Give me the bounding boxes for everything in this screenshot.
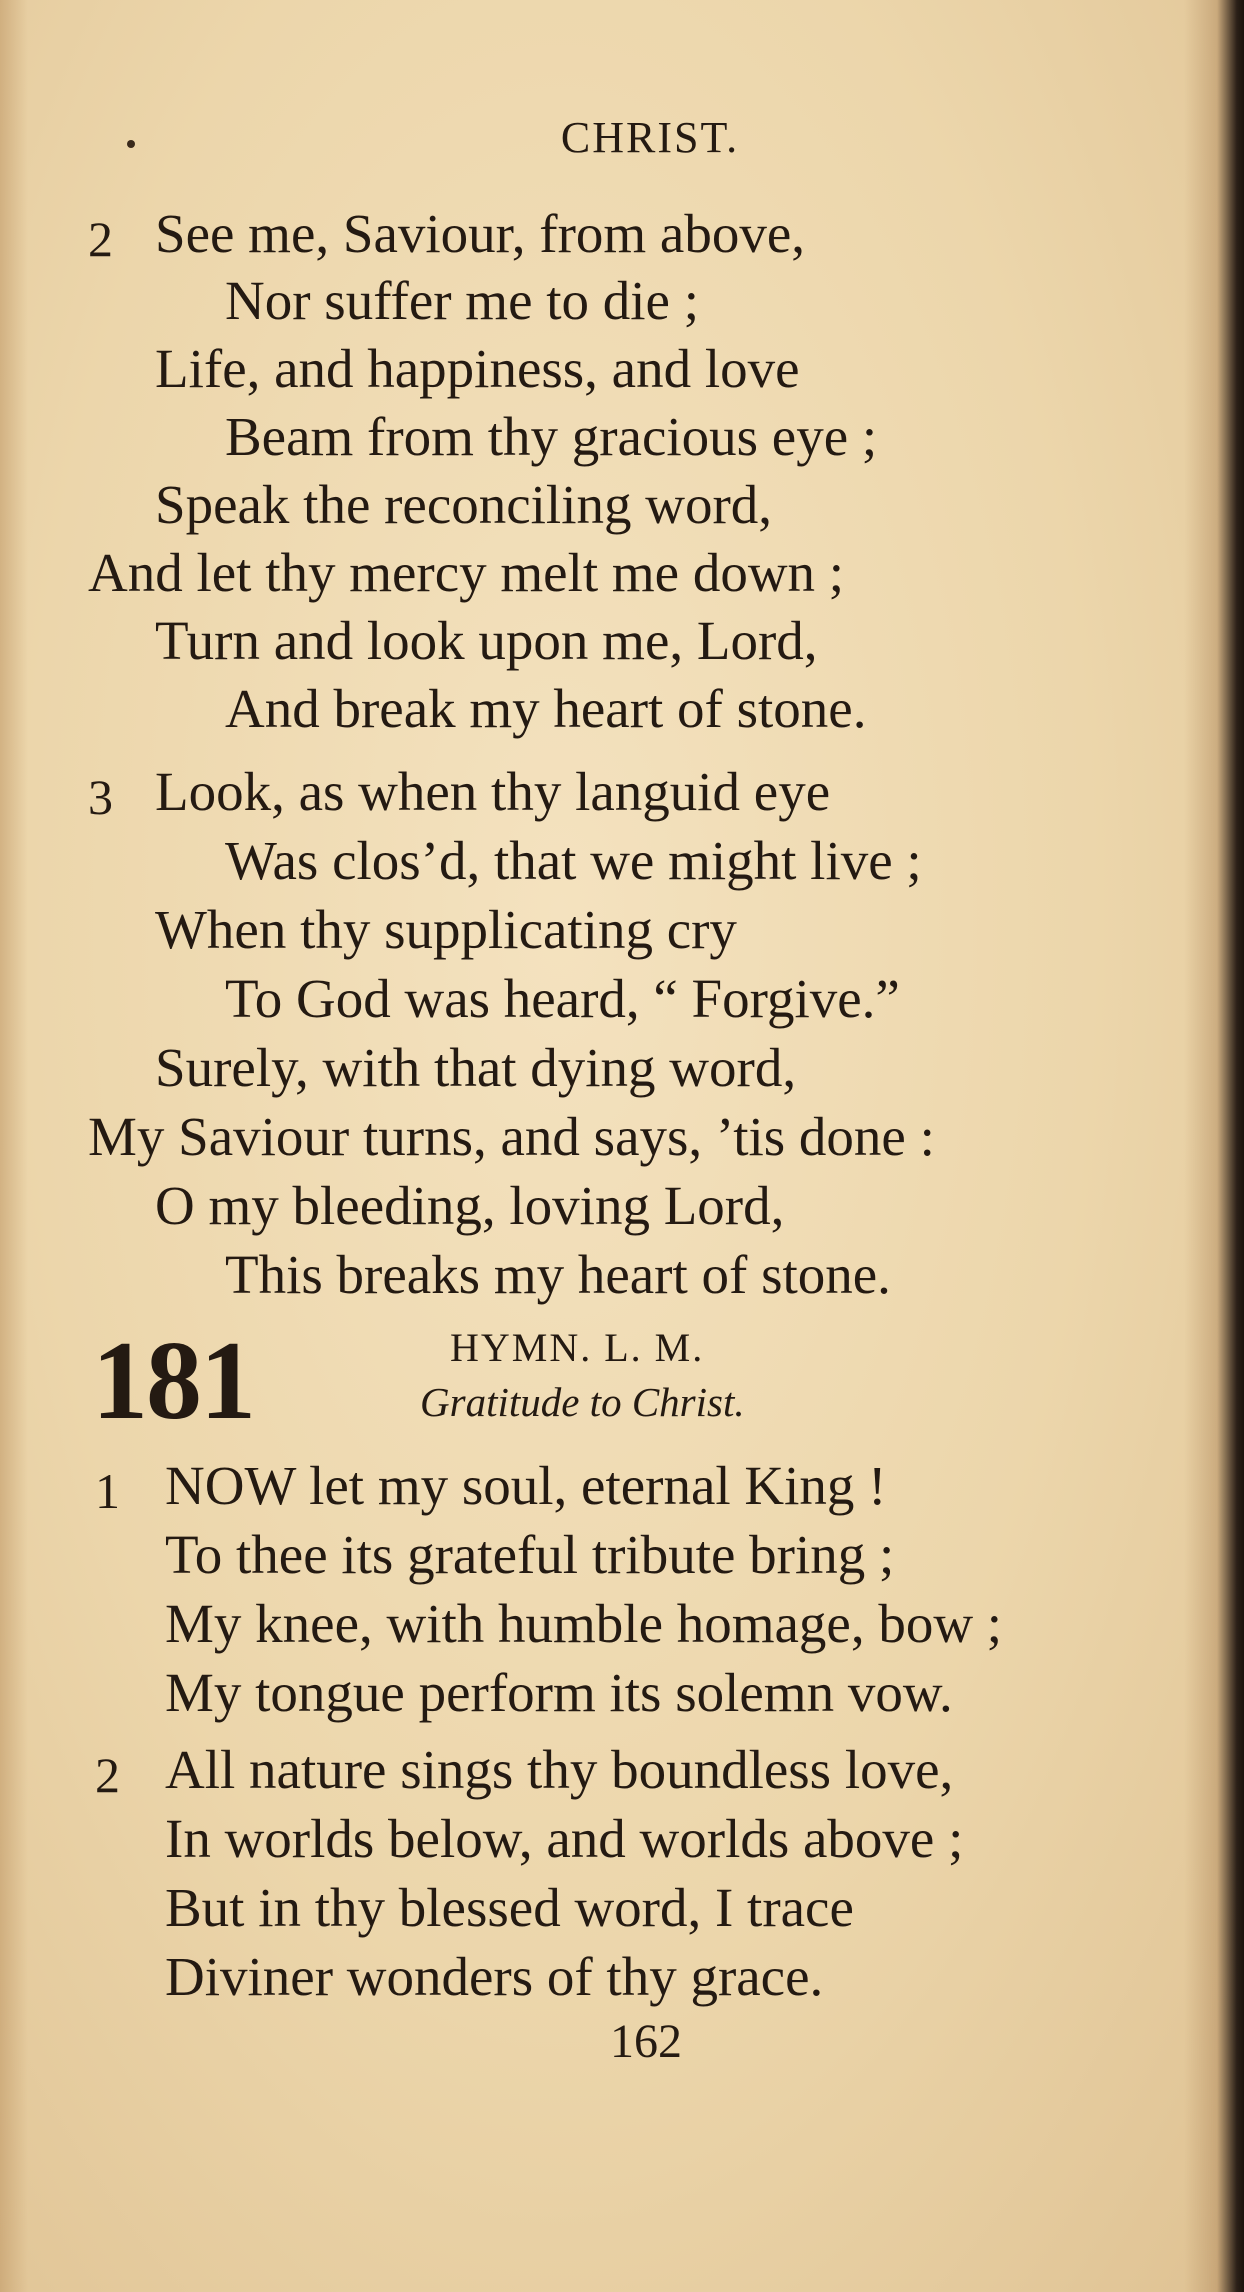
verse-line: When thy supplicating cry	[155, 899, 737, 960]
verse-line: NOW let my soul, eternal King !	[165, 1455, 887, 1516]
verse-line: Life, and happiness, and love	[155, 338, 800, 399]
verse-number: 2	[95, 1747, 120, 1803]
verse-line: Speak the reconciling word,	[155, 474, 773, 535]
hymn-number: 181	[92, 1319, 254, 1443]
hymn-title: HYMN. L. M.	[450, 1325, 705, 1370]
verse-line: Surely, with that dying word,	[155, 1037, 797, 1098]
verse-number: 2	[88, 211, 113, 267]
verse-number: 1	[95, 1463, 120, 1519]
verse-line: My tongue perform its solemn vow.	[165, 1662, 953, 1723]
verse-line: Look, as when thy languid eye	[155, 761, 831, 822]
hymn-subtitle: Gratitude to Christ.	[420, 1379, 745, 1425]
page-number: 162	[610, 2015, 682, 2068]
page-left-edge	[0, 0, 28, 2292]
verse-line: My knee, with humble homage, bow ;	[165, 1593, 1003, 1654]
verse-line: But in thy blessed word, I trace	[165, 1877, 854, 1938]
verse-line: To God was heard, “ Forgive.”	[225, 968, 900, 1029]
verse-line: Diviner wonders of thy grace.	[165, 1946, 824, 2007]
verse-line: And let thy mercy melt me down ;	[88, 542, 845, 603]
verse-line: My Saviour turns, and says, ’tis done :	[88, 1106, 935, 1167]
verse-line: And break my heart of stone.	[225, 678, 867, 739]
verse-line: Was clos’d, that we might live ;	[225, 830, 922, 891]
verse-line: In worlds below, and worlds above ;	[165, 1808, 964, 1869]
verse-line: See me, Saviour, from above,	[155, 203, 805, 264]
verse-line: All nature sings thy boundless love,	[165, 1739, 954, 1800]
verse-line: Beam from thy gracious eye ;	[225, 406, 878, 467]
verse-line: Nor suffer me to die ;	[225, 270, 699, 331]
running-head: CHRIST.	[560, 113, 740, 162]
verse-line: O my bleeding, loving Lord,	[155, 1175, 785, 1236]
page-right-edge	[1184, 0, 1244, 2292]
verse-line: Turn and look upon me, Lord,	[155, 610, 818, 671]
verse-line: This breaks my heart of stone.	[225, 1244, 891, 1305]
verse-number: 3	[88, 769, 113, 825]
verse-line: To thee its grateful tribute bring ;	[165, 1524, 895, 1585]
